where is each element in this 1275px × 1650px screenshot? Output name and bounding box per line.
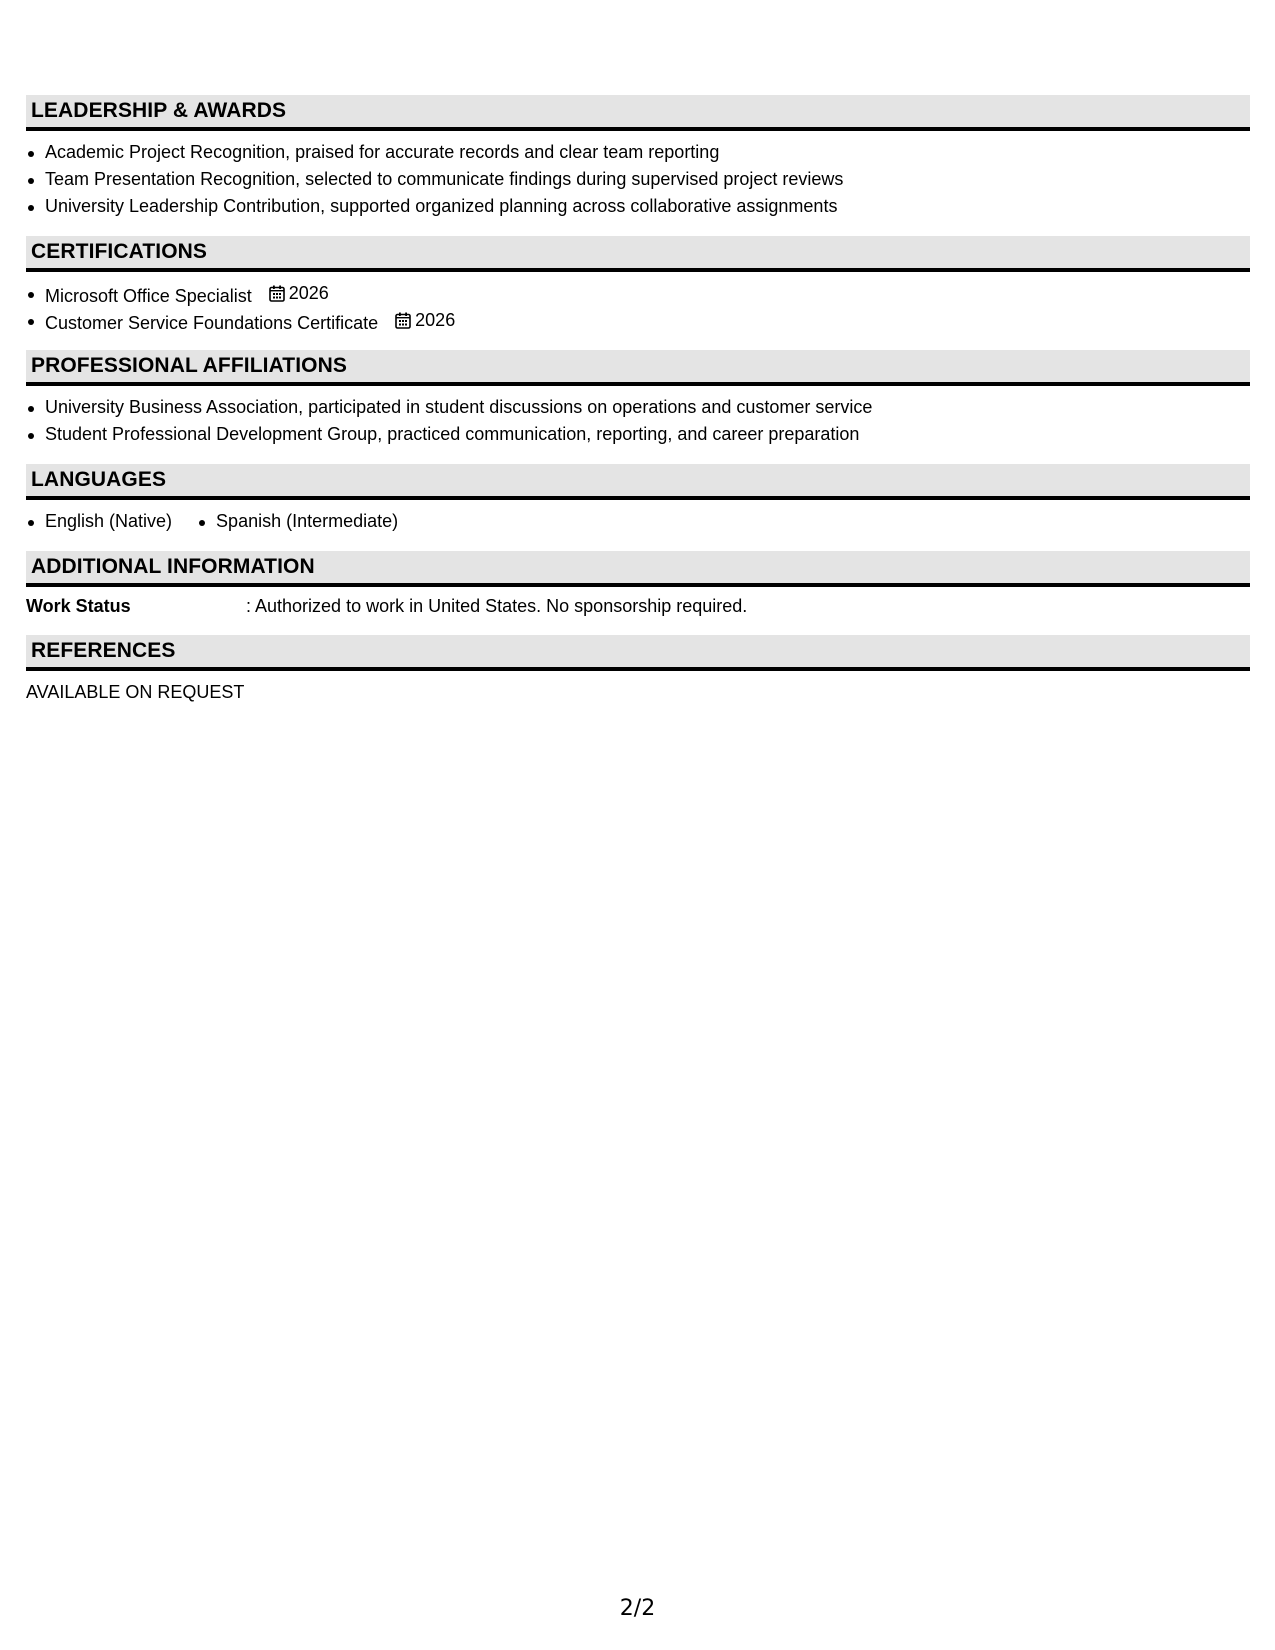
certification-name: Customer Service Foundations Certificate <box>45 313 379 333</box>
calendar-icon <box>395 312 411 329</box>
list-item: Student Professional Development Group, practiced communication, reporting, and career preparation <box>26 421 1250 448</box>
list-item <box>26 307 1250 334</box>
section-title: PROFESSIONAL AFFILIATIONS <box>31 354 347 377</box>
section-header <box>26 236 1250 272</box>
affiliations-list <box>26 394 1250 448</box>
list-item <box>26 280 1250 307</box>
list-item: Academic Project Recognition, praised for accurate records and clear team reporting <box>26 139 1250 166</box>
resume-page <box>26 95 1250 705</box>
section-title: LANGUAGES <box>31 468 167 491</box>
page-number: 2/2 <box>619 1596 656 1621</box>
section-title: CERTIFICATIONS <box>31 240 208 263</box>
info-label: Work Status <box>26 596 131 616</box>
certification-year: 2026 <box>288 283 329 303</box>
certification-year: 2026 <box>415 310 456 330</box>
section-header <box>26 464 1250 500</box>
certification-name: Microsoft Office Specialist <box>45 286 252 306</box>
references-section <box>26 635 1250 705</box>
section-header <box>26 350 1250 386</box>
section-header <box>26 635 1250 671</box>
section-title: LEADERSHIP & AWARDS <box>31 99 287 122</box>
languages-list <box>26 508 1250 535</box>
info-value: : Authorized to work in United States. No sponsorship required. <box>246 596 748 616</box>
list-item: University Business Association, participated in student discussions on operations and customer service <box>26 394 1250 421</box>
certifications-list <box>26 280 1250 334</box>
references-text: AVAILABLE ON REQUEST <box>26 682 245 702</box>
section-title: ADDITIONAL INFORMATION <box>31 555 315 578</box>
additional-info-section <box>26 551 1250 619</box>
calendar-icon <box>269 285 285 302</box>
certifications-section <box>26 236 1250 334</box>
languages-section <box>26 464 1250 535</box>
leadership-list <box>26 139 1250 220</box>
leadership-section <box>26 95 1250 220</box>
section-header <box>26 551 1250 587</box>
section-header <box>26 95 1250 131</box>
affiliations-section <box>26 350 1250 448</box>
section-title: REFERENCES <box>31 639 176 662</box>
certification-date <box>269 280 329 307</box>
work-status-row <box>26 593 1250 619</box>
list-item: Team Presentation Recognition, selected to communicate findings during supervised project reviews <box>26 166 1250 193</box>
certification-date <box>395 307 455 334</box>
language-item: English (Native) <box>26 508 172 535</box>
language-item: Spanish (Intermediate) <box>197 508 398 535</box>
list-item: University Leadership Contribution, supported organized planning across collaborative assignments <box>26 193 1250 220</box>
